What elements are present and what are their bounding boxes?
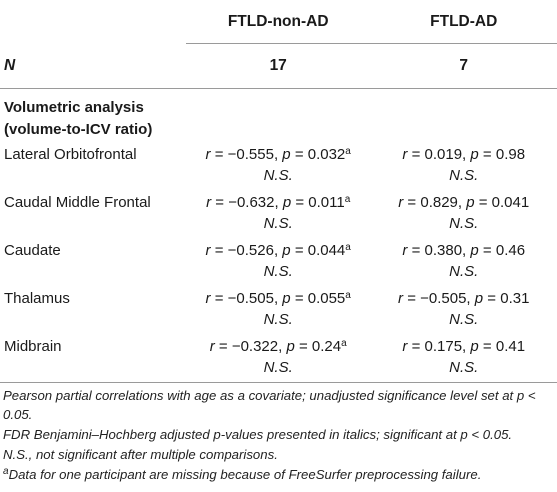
note-pearson: Pearson partial correlations with age as a covariate; unadjusted significance level set at p < 0.05. — [3, 388, 536, 422]
p-value: = 0.011 — [295, 194, 345, 211]
adjusted-significance: N.S. — [449, 215, 479, 232]
p-value: = 0.41 — [482, 338, 526, 355]
table-notes — [3, 386, 553, 485]
adjusted-significance: N.S. — [263, 359, 293, 376]
table-row — [0, 191, 557, 239]
r-value: = 0.380, — [411, 242, 467, 259]
r-symbol: r — [206, 194, 212, 211]
n-label: N — [0, 44, 186, 89]
r-symbol: r — [402, 338, 408, 355]
n-ftld-non-ad: 17 — [186, 44, 371, 89]
note-ns: N.S., not significant after multiple comparisons. — [3, 447, 278, 462]
footnote-marker: a — [345, 290, 351, 301]
adjusted-significance: N.S. — [263, 263, 293, 280]
header-empty-cell — [0, 0, 186, 44]
r-symbol: r — [205, 290, 211, 307]
r-value: = −0.505, — [214, 290, 279, 307]
table-row — [0, 335, 557, 383]
row-label: Midbrain — [0, 335, 186, 383]
row-label: Caudate — [4, 242, 61, 259]
n-ftld-ad: 7 — [370, 44, 557, 89]
r-value: = −0.632, — [215, 194, 279, 211]
p-value: = 0.041 — [478, 194, 530, 211]
p-symbol: p — [282, 242, 291, 259]
r-value: = −0.555, — [214, 146, 279, 163]
p-symbol: p — [282, 146, 291, 163]
row-label: Caudal Middle Frontal — [4, 194, 151, 211]
correlation-stat — [370, 191, 557, 213]
p-symbol: p — [470, 146, 479, 163]
footnote-mark: a — [3, 466, 9, 477]
header-row — [0, 0, 557, 44]
header-ftld-ad: FTLD-AD — [370, 0, 557, 44]
p-value: = 0.032 — [294, 146, 346, 163]
footnote-marker: a — [345, 242, 351, 253]
r-symbol: r — [402, 242, 408, 259]
p-symbol: p — [282, 290, 291, 307]
r-symbol: r — [398, 194, 404, 211]
correlation-stat — [370, 287, 557, 309]
p-symbol: p — [470, 242, 479, 259]
r-value: = −0.322, — [218, 338, 283, 355]
correlation-stat — [186, 143, 371, 165]
r-value: = 0.829, — [407, 194, 463, 211]
row-label: Lateral Orbitofrontal — [4, 146, 137, 163]
p-symbol: p — [470, 338, 479, 355]
adjusted-significance: N.S. — [449, 311, 479, 328]
header-ftld-non-ad: FTLD-non-AD — [186, 0, 371, 44]
cell-ftld-non-ad — [186, 143, 371, 191]
p-value: = 0.98 — [482, 146, 526, 163]
section-row — [0, 89, 557, 144]
adjusted-significance: N.S. — [263, 167, 293, 184]
section-title — [0, 89, 186, 144]
cell-ftld-ad — [370, 335, 557, 383]
r-symbol: r — [209, 338, 215, 355]
cell-ftld-ad — [370, 143, 557, 191]
note-footnote — [3, 465, 553, 484]
r-value: = −0.526, — [214, 242, 279, 259]
r-symbol: r — [205, 146, 211, 163]
adjusted-significance: N.S. — [263, 215, 293, 232]
r-symbol: r — [402, 146, 408, 163]
correlation-stat — [370, 143, 557, 165]
cell-ftld-non-ad — [186, 287, 371, 335]
p-symbol: p — [466, 194, 475, 211]
row-label: Thalamus — [4, 290, 70, 307]
p-value: = 0.31 — [487, 290, 530, 307]
correlation-stat — [370, 335, 557, 357]
cell-ftld-ad — [370, 287, 557, 335]
p-value: = 0.055 — [294, 290, 346, 307]
section-title-line1: Volumetric analysis — [4, 99, 144, 116]
section-title-line2: (volume-to-ICV ratio) — [4, 121, 153, 138]
cell-ftld-non-ad — [186, 239, 371, 287]
adjusted-significance: N.S. — [449, 263, 479, 280]
adjusted-significance: N.S. — [263, 311, 293, 328]
table-row — [0, 143, 557, 191]
cell-ftld-ad — [370, 191, 557, 239]
correlation-stat — [186, 335, 371, 357]
footnote-marker: a — [341, 338, 347, 349]
footnote-text: Data for one participant are missing because of FreeSurfer preprocessing failure. — [8, 467, 482, 482]
p-symbol: p — [286, 338, 295, 355]
r-value: = −0.505, — [407, 290, 471, 307]
p-symbol: p — [282, 194, 292, 211]
correlation-stat — [370, 239, 557, 261]
adjusted-significance: N.S. — [449, 359, 479, 376]
note-fdr: FDR Benjamini–Hochberg adjusted p-values presented in italics; significant at p < 0.05. — [3, 427, 513, 442]
n-row — [0, 44, 557, 89]
p-value: = 0.46 — [482, 242, 526, 259]
p-symbol: p — [474, 290, 484, 307]
p-value: = 0.24 — [298, 338, 342, 355]
cell-ftld-non-ad — [186, 191, 371, 239]
correlation-stat — [186, 287, 371, 309]
r-symbol: r — [398, 290, 404, 307]
footnote-marker: a — [345, 146, 351, 157]
r-value: = 0.175, — [411, 338, 467, 355]
correlation-stat — [186, 191, 371, 213]
table-row — [0, 239, 557, 287]
p-value: = 0.044 — [294, 242, 346, 259]
adjusted-significance: N.S. — [449, 167, 479, 184]
r-symbol: r — [205, 242, 211, 259]
table-row — [0, 287, 557, 335]
cell-ftld-non-ad — [186, 335, 371, 383]
r-value: = 0.019, — [411, 146, 467, 163]
footnote-marker: a — [344, 194, 351, 205]
correlation-stat — [186, 239, 371, 261]
cell-ftld-ad — [370, 239, 557, 287]
